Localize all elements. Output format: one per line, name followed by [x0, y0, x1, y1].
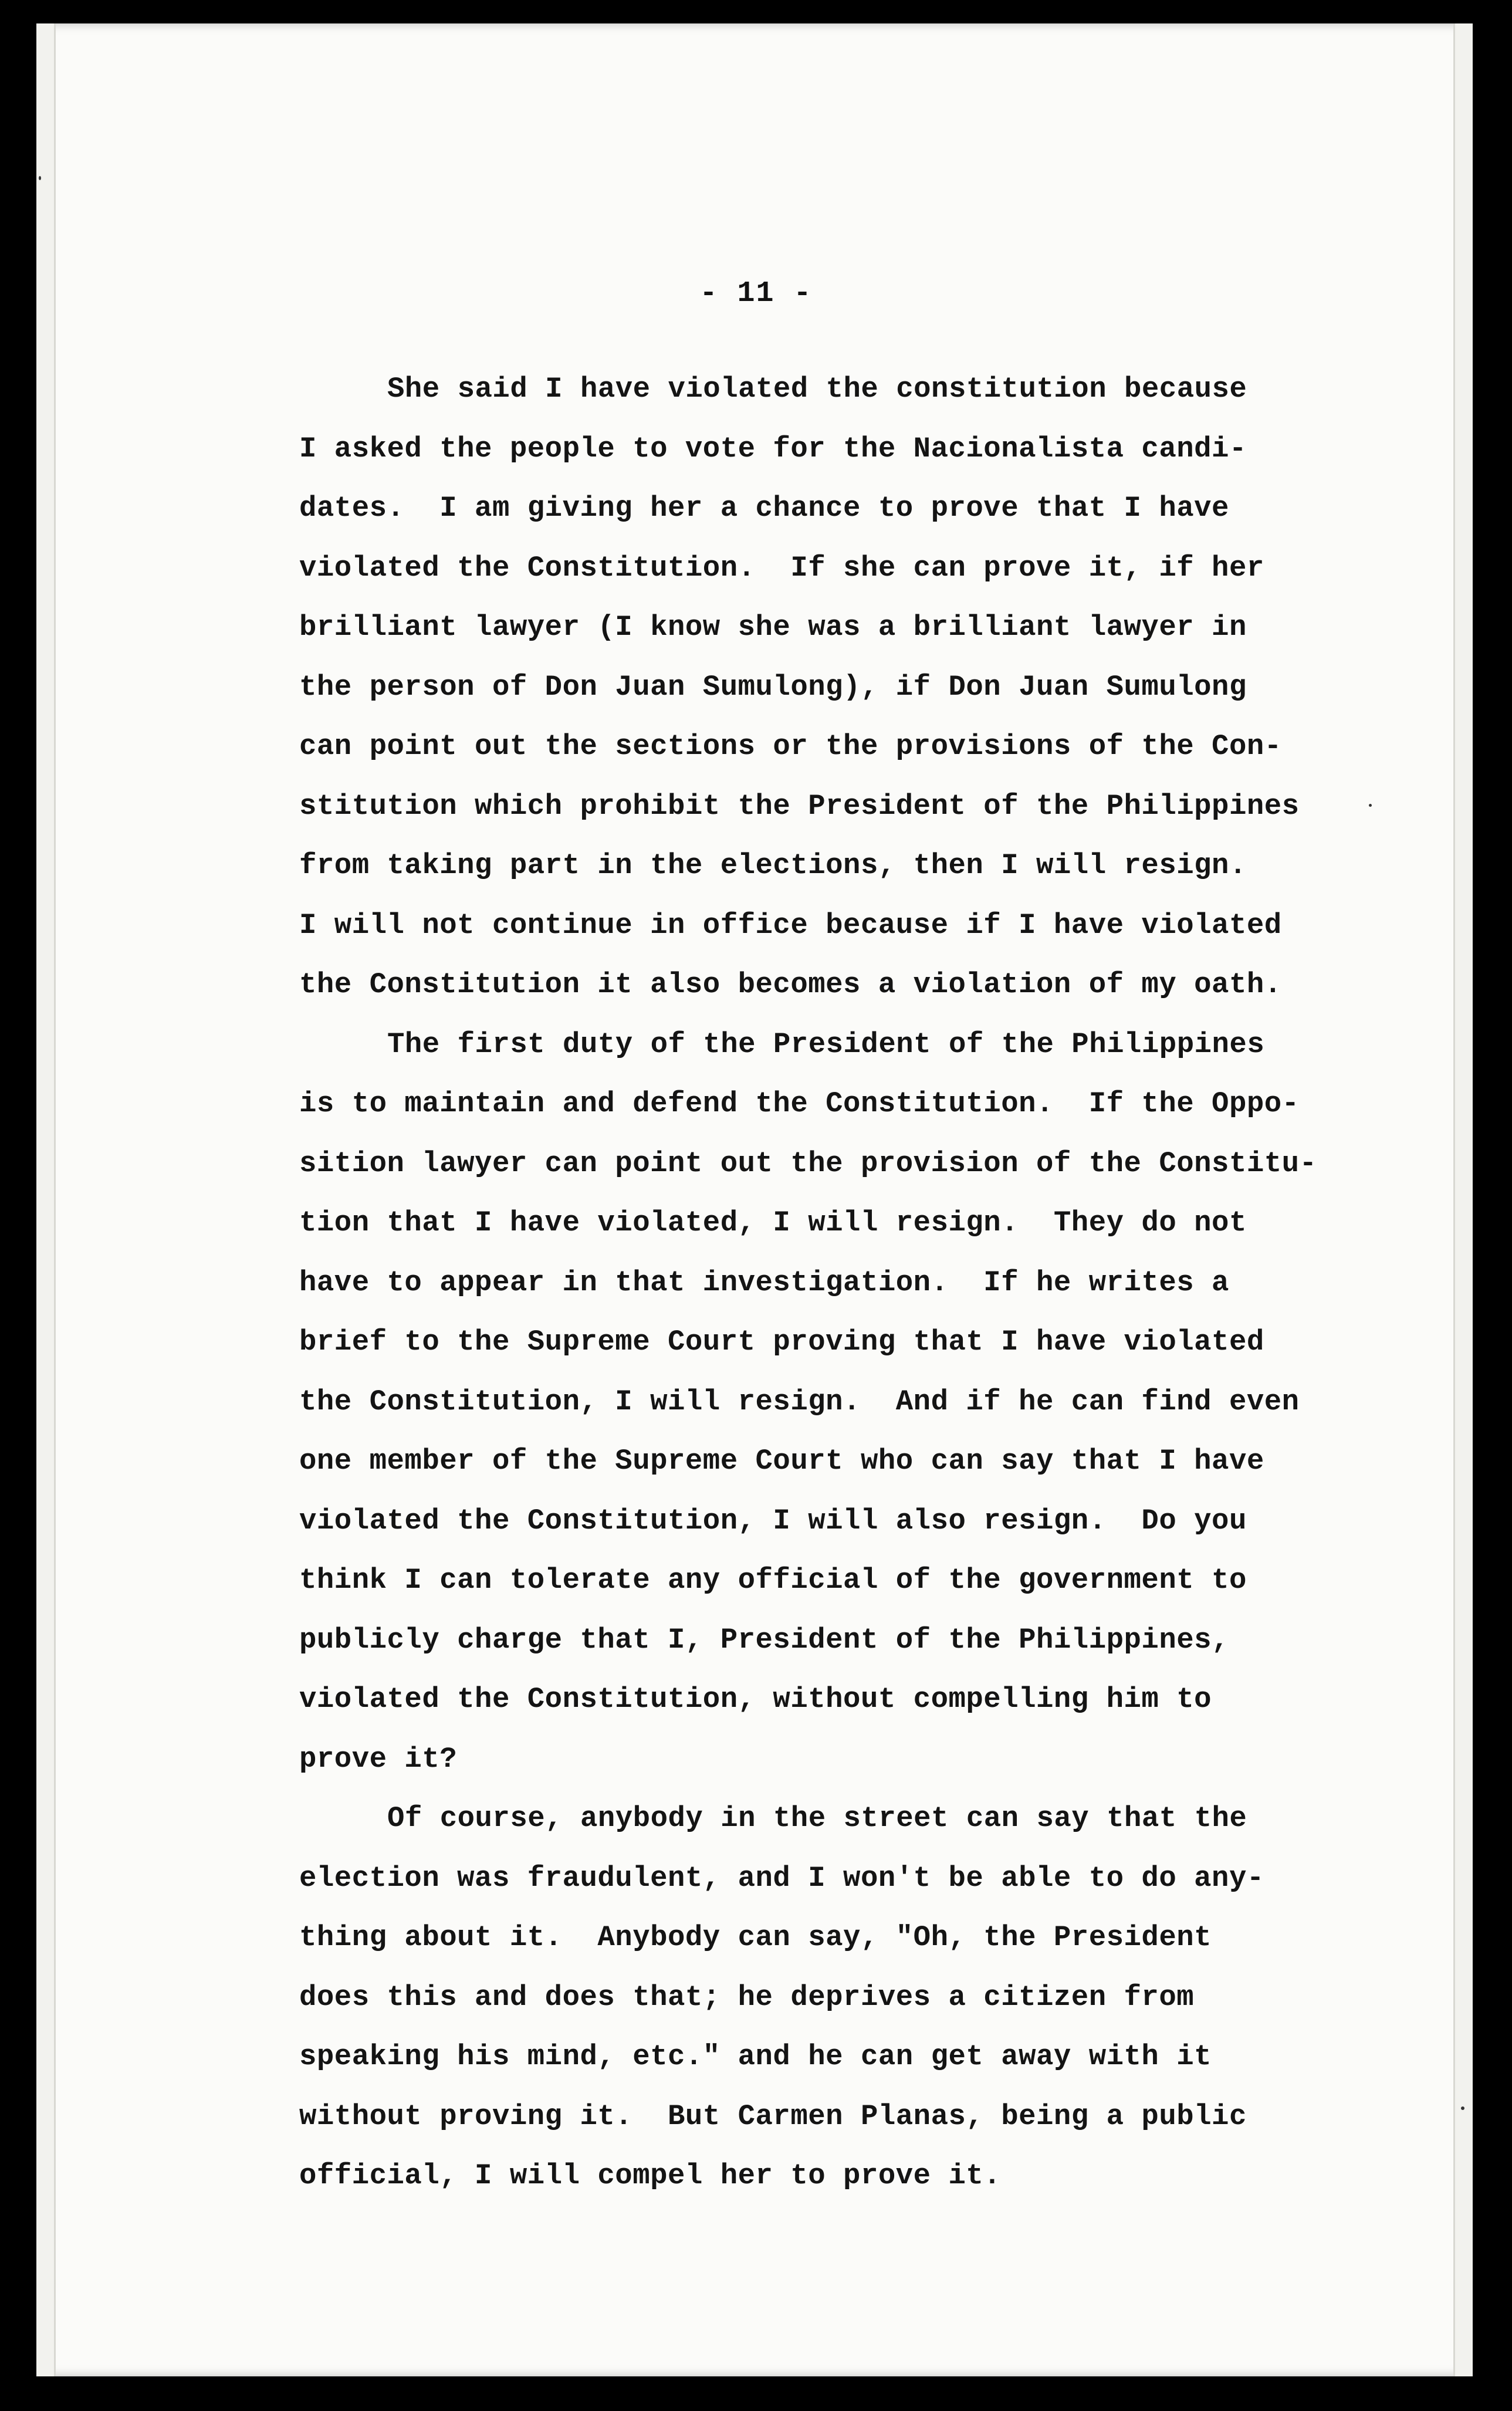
- speck: [1369, 804, 1372, 807]
- text-line: the person of Don Juan Sumulong), if Don Juan Sumulong: [299, 670, 1247, 704]
- paper-left-edge: [36, 23, 56, 2376]
- text-line: speaking his mind, etc." and he can get away with it: [299, 2040, 1212, 2073]
- typed-text-body: [299, 360, 1344, 2206]
- text-line: prove it?: [299, 1742, 458, 1776]
- text-line: election was fraudulent, and I won't be able to do any-: [299, 1861, 1264, 1895]
- paper-right-edge: [1453, 23, 1473, 2376]
- text-line: is to maintain and defend the Constitution. If the Oppo-: [299, 1087, 1300, 1120]
- text-line: does this and does that; he deprives a citizen from: [299, 1980, 1195, 2014]
- page-number: - 11 -: [699, 277, 813, 310]
- text-line: think I can tolerate any official of the government to: [299, 1564, 1247, 1597]
- text-line: stitution which prohibit the President of the Philippines: [299, 789, 1300, 823]
- text-line: violated the Constitution, without compelling him to: [299, 1683, 1212, 1716]
- text-line: Of course, anybody in the street can say that the: [387, 1802, 1247, 1835]
- text-line: brilliant lawyer (I know she was a brilliant lawyer in: [299, 611, 1247, 644]
- text-line: the Constitution it also becomes a violation of my oath.: [299, 968, 1282, 1001]
- text-line: I asked the people to vote for the Nacionalista candi-: [299, 432, 1247, 465]
- speck: [1461, 2106, 1464, 2110]
- text-line: sition lawyer can point out the provision of the Constitu-: [299, 1147, 1317, 1180]
- text-line: official, I will compel her to prove it.: [299, 2159, 1002, 2192]
- text-line: I will not continue in office because if I have violated: [299, 908, 1282, 942]
- text-line: from taking part in the elections, then I will resign.: [299, 849, 1247, 882]
- text-line: without proving it. But Carmen Planas, being a public: [299, 2099, 1247, 2133]
- text-line: have to appear in that investigation. If he writes a: [299, 1266, 1229, 1299]
- text-line: the Constitution, I will resign. And if he can find even: [299, 1385, 1300, 1418]
- text-line: publicly charge that I, President of the Philippines,: [299, 1623, 1229, 1656]
- text-line: thing about it. Anybody can say, "Oh, the President: [299, 1921, 1212, 1954]
- text-line: one member of the Supreme Court who can say that I have: [299, 1445, 1264, 1477]
- text-line: brief to the Supreme Court proving that I have violated: [299, 1325, 1264, 1358]
- text-line: The first duty of the President of the Philippines: [387, 1027, 1265, 1061]
- text-line: violated the Constitution. If she can prove it, if her: [299, 551, 1264, 584]
- speck: [39, 176, 41, 180]
- text-line: tion that I have violated, I will resign. They do not: [299, 1206, 1247, 1239]
- text-line: She said I have violated the constitution because: [387, 373, 1247, 405]
- text-line: can point out the sections or the provisions of the Con-: [299, 730, 1282, 763]
- text-line: dates. I am giving her a chance to prove that I have: [299, 492, 1229, 525]
- text-line: violated the Constitution, I will also resign. Do you: [299, 1504, 1247, 1537]
